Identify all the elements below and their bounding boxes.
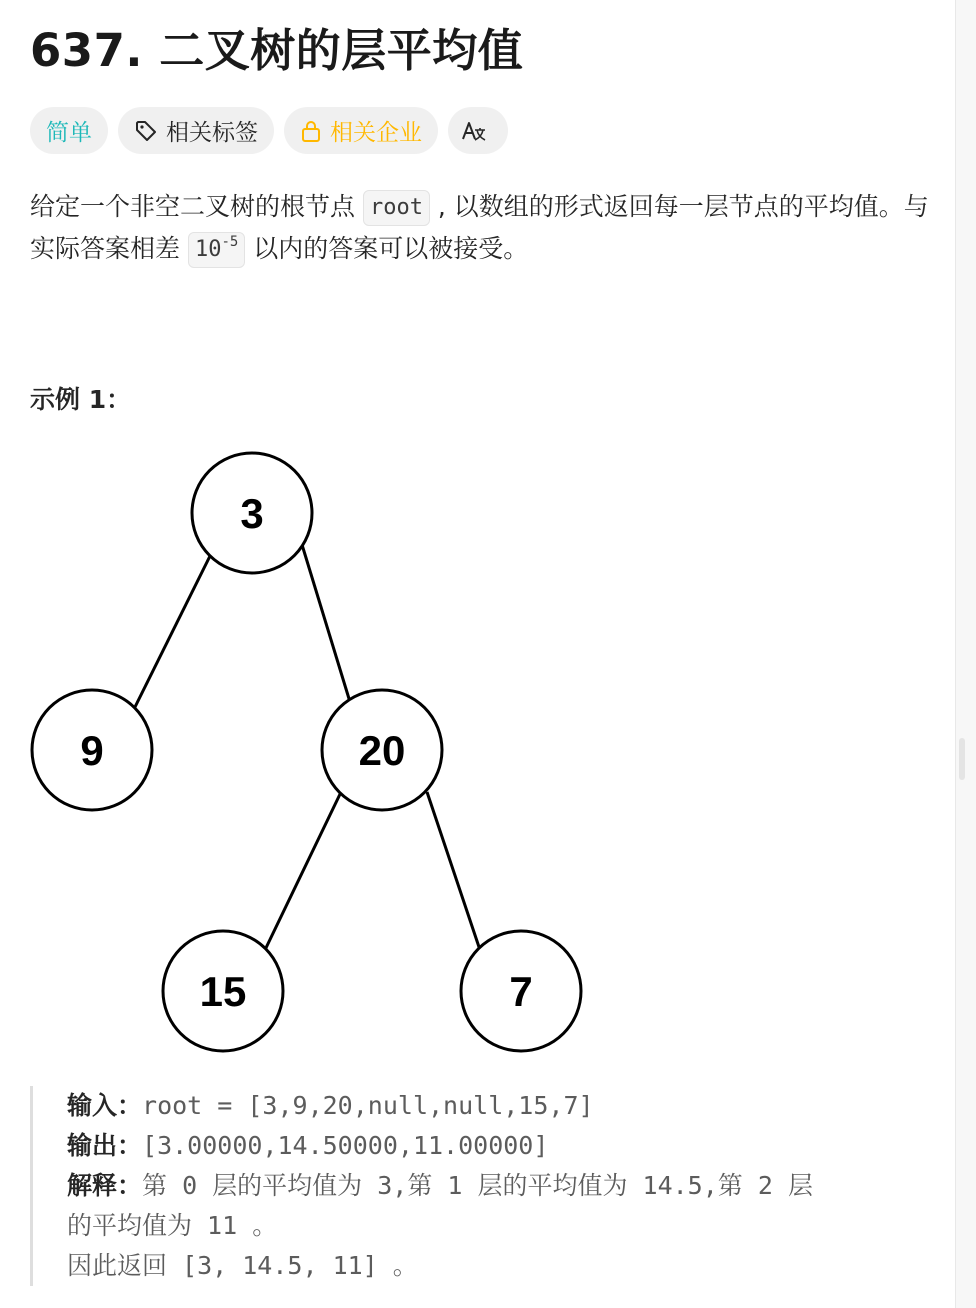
example-input-line bbox=[67, 1086, 930, 1126]
tree-node-20 bbox=[322, 690, 442, 810]
tree-node-3-label: 3 bbox=[240, 490, 264, 537]
description-text-2: , 以数组的形式返回每一层节点的平均值。与实际答案相差 bbox=[30, 192, 929, 263]
difficulty-label: 简单 bbox=[46, 120, 92, 146]
description-text-3: 以内的答案可以被接受。 bbox=[245, 234, 529, 263]
code-tolerance bbox=[188, 232, 245, 268]
related-topics-label: 相关标签 bbox=[166, 120, 258, 146]
example-title: 示例 1： bbox=[30, 385, 132, 414]
example-explain-line bbox=[67, 1166, 930, 1206]
translate-button[interactable] bbox=[448, 107, 508, 154]
tree-node-20-label: 20 bbox=[358, 727, 406, 774]
code-root: root bbox=[363, 190, 430, 226]
output-label: 输出： bbox=[67, 1131, 143, 1160]
output-value: [3.00000,14.50000,11.00000] bbox=[142, 1131, 549, 1160]
tolerance-base: 10 bbox=[194, 237, 222, 262]
description-text-1: 给定一个非空二叉树的根节点 bbox=[30, 192, 363, 221]
related-companies-button[interactable] bbox=[284, 107, 438, 154]
edge-3-9 bbox=[135, 556, 210, 707]
tree-node-7 bbox=[461, 931, 581, 1051]
example-explain-line-3: 因此返回 [3, 14.5, 11] 。 bbox=[67, 1251, 418, 1280]
lock-icon bbox=[300, 119, 322, 143]
tree-node-3 bbox=[192, 453, 312, 573]
tag-icon bbox=[134, 119, 158, 143]
edge-3-20 bbox=[296, 525, 350, 702]
related-topics-button[interactable] bbox=[118, 107, 274, 154]
edge-20-15 bbox=[264, 790, 342, 952]
scrollbar-track[interactable] bbox=[955, 0, 976, 1308]
tolerance-exponent: -5 bbox=[221, 234, 239, 250]
input-value: root = [3,9,20,null,null,15,7] bbox=[142, 1091, 594, 1120]
explain-label: 解释： bbox=[67, 1171, 143, 1200]
tree-node-7-label: 7 bbox=[509, 968, 533, 1015]
related-companies-label: 相关企业 bbox=[330, 120, 422, 146]
scrollbar-thumb[interactable] bbox=[959, 738, 965, 780]
tree-node-9 bbox=[32, 690, 152, 810]
tree-node-9-label: 9 bbox=[80, 727, 104, 774]
explain-text-1: 第 0 层的平均值为 3,第 1 层的平均值为 14.5,第 2 层 bbox=[142, 1171, 813, 1200]
example-output-line bbox=[67, 1126, 930, 1166]
tag-bar bbox=[30, 107, 508, 154]
problem-title: 637. 二叉树的层平均值 bbox=[30, 24, 524, 77]
difficulty-badge[interactable] bbox=[30, 107, 108, 154]
problem-description bbox=[30, 186, 930, 270]
example-block bbox=[30, 1086, 930, 1286]
example-explain-line-2: 的平均值为 11 。 bbox=[67, 1211, 278, 1240]
tree-node-15 bbox=[163, 931, 283, 1051]
tree-node-15-label: 15 bbox=[199, 968, 247, 1015]
edge-20-7 bbox=[427, 792, 480, 950]
input-label: 输入： bbox=[67, 1091, 143, 1120]
binary-tree-diagram bbox=[30, 440, 630, 1060]
translate-icon bbox=[461, 119, 487, 143]
